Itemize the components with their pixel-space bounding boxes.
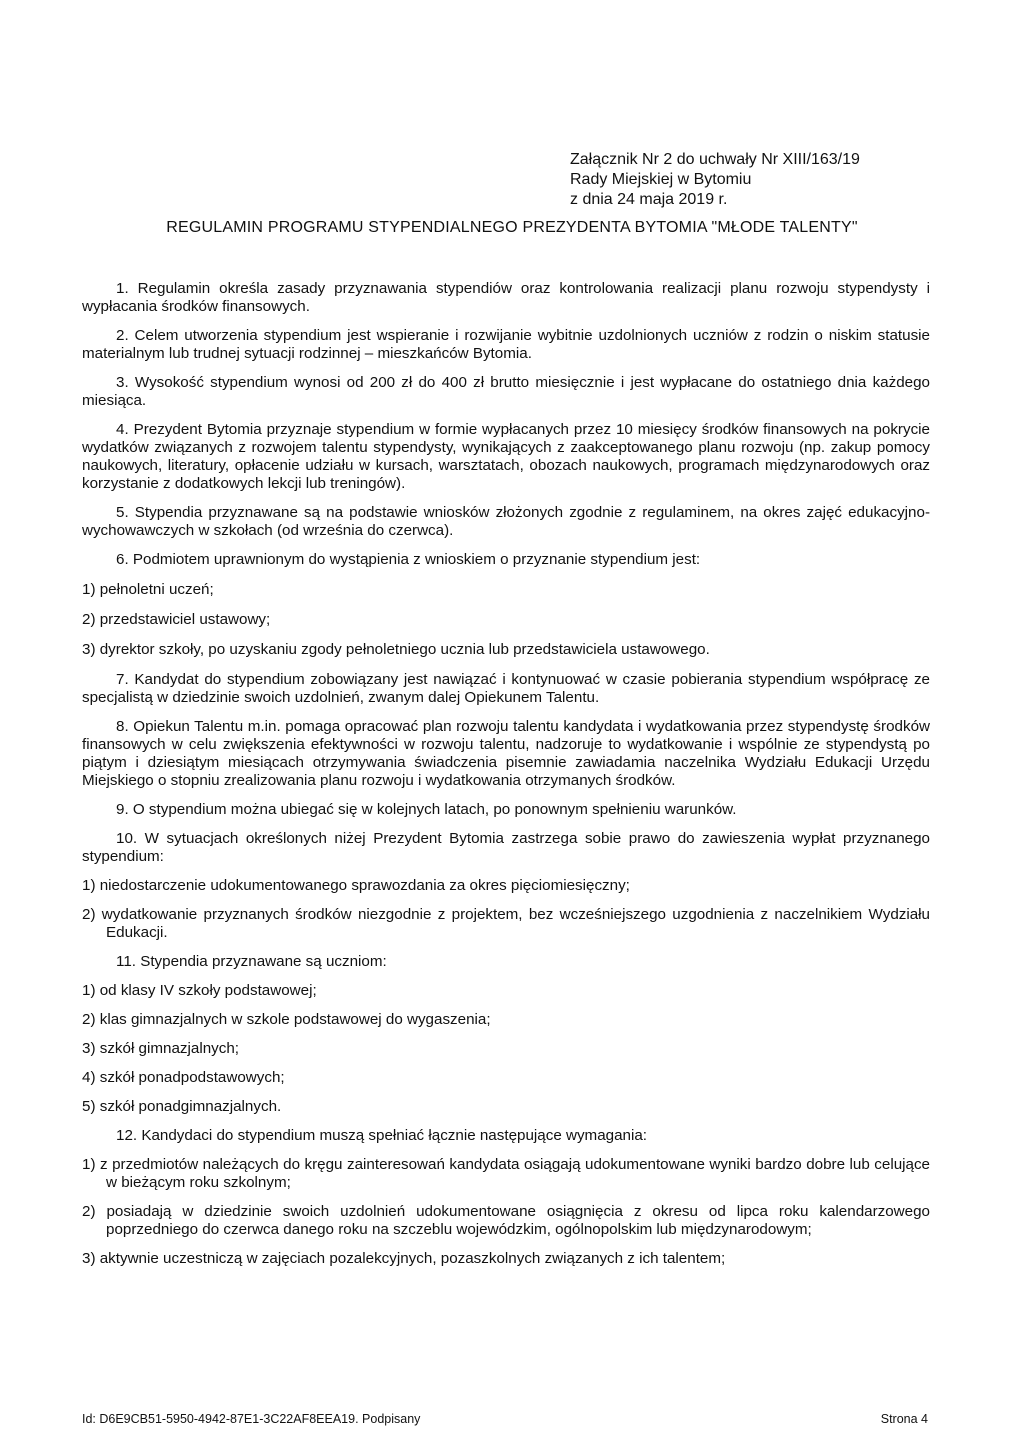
page-number: Strona 4	[880, 1412, 928, 1426]
list-item: 3) szkół gimnazjalnych;	[82, 1040, 239, 1057]
list-item: 2) klas gimnazjalnych w szkole podstawowej do wygaszenia;	[82, 1011, 491, 1028]
paragraph-7: 7. Kandydat do stypendium zobowiązany jest nawiązać i kontynuować w czasie pobierania stypendium współpracę ze specjalistą w dziedzinie swoich uzdolnień, zwanym dalej Opiekunem Talentu.	[82, 671, 930, 706]
paragraph-3: 3. Wysokość stypendium wynosi od 200 zł do 400 zł brutto miesięcznie i jest wypłacane do ostatniego dnia każdego miesiąca.	[82, 374, 930, 409]
list-item: 1) niedostarczenie udokumentowanego sprawozdania za okres pięciomiesięczny;	[82, 877, 630, 894]
paragraph-11: 11. Stypendia przyznawane są uczniom:	[116, 953, 387, 970]
list-item: 4) szkół ponadpodstawowych;	[82, 1069, 285, 1086]
attachment-header	[570, 150, 860, 210]
paragraph-4: 4. Prezydent Bytomia przyznaje stypendium w formie wypłacanych przez 10 miesięcy środków finansowych na pokrycie wydatków związanych z rozwojem talentu stypendysty, wynikających z zaakceptowanego planu rozwoju (np. zakup pomocy naukowych, literatury, opłacenie udziału w kursach, warsztatach, obozach naukowych, programach międzynarodowych oraz korzystanie z dodatkowych lekcji lub treningów).	[82, 421, 930, 492]
list-item: 1) od klasy IV szkoły podstawowej;	[82, 982, 317, 999]
list-item: 1) z przedmiotów należących do kręgu zainteresowań kandydata osiągają udokumentowane wyniki bardzo dobre lub celujące w bieżącym roku szkolnym;	[82, 1156, 930, 1191]
document-body	[82, 280, 930, 1279]
paragraph-12: 12. Kandydaci do stypendium muszą spełniać łącznie następujące wymagania:	[116, 1127, 648, 1144]
paragraph-5: 5. Stypendia przyznawane są na podstawie wniosków złożonych zgodnie z regulaminem, na okres zajęć edukacyjno-wychowawczych w szkołach (od września do czerwca).	[82, 504, 930, 539]
header-line-2: Rady Miejskiej w Bytomiu	[570, 171, 752, 188]
header-line-3: z dnia 24 maja 2019 r.	[570, 191, 728, 208]
list-item: 5) szkół ponadgimnazjalnych.	[82, 1098, 282, 1115]
list-item: 1) pełnoletni uczeń;	[82, 581, 214, 598]
list-item: 3) dyrektor szkoły, po uzyskaniu zgody pełnoletniego ucznia lub przedstawiciela ustawowego.	[82, 641, 710, 658]
document-id-footer: Id: D6E9CB51-5950-4942-87E1-3C22AF8EEA19. Podpisany	[82, 1412, 421, 1426]
paragraph-6: 6. Podmiotem uprawnionym do wystąpienia z wnioskiem o przyznanie stypendium jest:	[116, 551, 701, 568]
header-line-1: Załącznik Nr 2 do uchwały Nr XIII/163/19	[570, 151, 860, 168]
paragraph-9: 9. O stypendium można ubiegać się w kolejnych latach, po ponownym spełnieniu warunków.	[116, 801, 737, 818]
paragraph-8: 8. Opiekun Talentu m.in. pomaga opracować plan rozwoju talentu kandydata i wydatkowania przez stypendystę środków finansowych w celu zwiększenia efektywności w rozwoju talentu, nadzoruje to wydatkowanie i wspólnie ze stypendystą po piątym i dziesiątym miesiącach otrzymywania świadczenia pisemnie zawiadamia naczelnika Wydziału Edukacji Urzędu Miejskiego o stopniu zrealizowania planu rozwoju i wydatkowania otrzymanych środków.	[82, 718, 930, 789]
list-item: 2) przedstawiciel ustawowy;	[82, 611, 271, 628]
list-item: 2) wydatkowanie przyznanych środków niezgodnie z projektem, bez wcześniejszego uzgodnienia z naczelnikiem Wydziału Edukacji.	[82, 906, 930, 941]
paragraph-2: 2. Celem utworzenia stypendium jest wspieranie i rozwijanie wybitnie uzdolnionych uczniów z rodzin o niskim statusie materialnym lub trudnej sytuacji rodzinnej – mieszkańców Bytomia.	[82, 327, 930, 362]
paragraph-1: 1. Regulamin określa zasady przyznawania stypendiów oraz kontrolowania realizacji planu rozwoju stypendysty i wypłacania środków finansowych.	[82, 280, 930, 315]
list-item: 3) aktywnie uczestniczą w zajęciach pozalekcyjnych, pozaszkolnych związanych z ich talentem;	[82, 1250, 726, 1267]
list-item: 2) posiadają w dziedzinie swoich uzdolnień udokumentowane osiągnięcia z okresu od lipca roku kalendarzowego poprzedniego do czerwca danego roku na szczeblu wojewódzkim, ogólnopolskim lub międzynarodowym;	[82, 1203, 930, 1238]
paragraph-10: 10. W sytuacjach określonych niżej Prezydent Bytomia zastrzega sobie prawo do zawieszenia wypłat przyznanego stypendium:	[82, 830, 930, 865]
document-title: REGULAMIN PROGRAMU STYPENDIALNEGO PREZYDENTA BYTOMIA "MŁODE TALENTY"	[166, 219, 858, 236]
